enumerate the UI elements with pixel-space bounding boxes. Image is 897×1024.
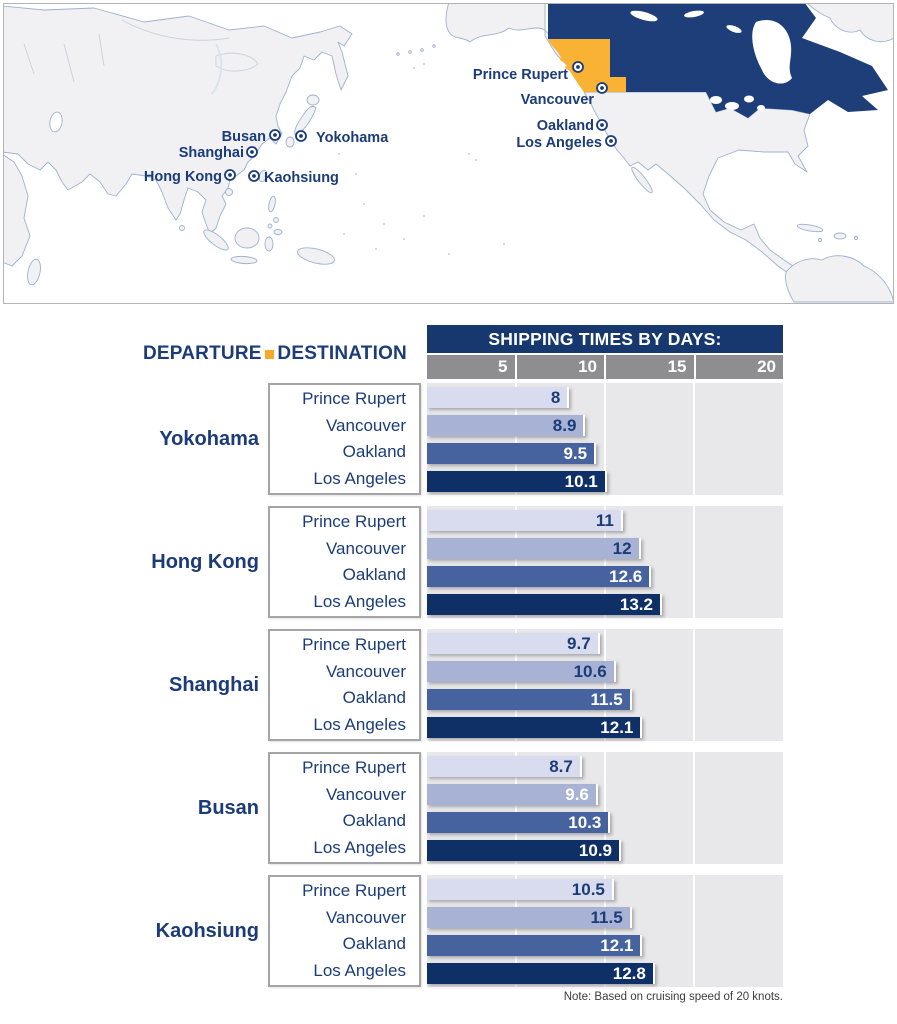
destination-label: Vancouver bbox=[325, 661, 406, 681]
gridline bbox=[693, 752, 695, 864]
philippine-island bbox=[268, 224, 272, 228]
port-dot-icon bbox=[273, 133, 277, 137]
port-dot-icon bbox=[600, 123, 604, 127]
port-dot-icon bbox=[228, 173, 232, 177]
mindanao bbox=[274, 230, 282, 235]
destination-labels-box bbox=[268, 383, 421, 495]
shipping-group-kaohsiung bbox=[0, 875, 897, 987]
bar-value-label: 9.5 bbox=[563, 443, 588, 463]
destination-label: Los Angeles bbox=[313, 468, 406, 488]
bar-value-label: 8.7 bbox=[549, 756, 573, 776]
destination-labels-box bbox=[268, 506, 421, 618]
port-dot-icon bbox=[576, 65, 580, 69]
sri-lanka bbox=[180, 226, 185, 231]
legend-departure-label: DEPARTURE bbox=[143, 343, 262, 364]
bar-value-label: 8.9 bbox=[552, 415, 577, 435]
shipping-bar-hong-kong-vancouver bbox=[427, 538, 641, 560]
aleutian-island bbox=[397, 53, 400, 56]
great-lake bbox=[725, 102, 739, 110]
bar-value-label: 9.7 bbox=[567, 633, 591, 653]
aleutian-island bbox=[409, 51, 412, 54]
destination-label: Oakland bbox=[342, 565, 406, 585]
bar-value-label: 9.6 bbox=[565, 784, 589, 804]
plot-band bbox=[427, 629, 783, 741]
shipping-bar-hong-kong-los-angeles bbox=[427, 594, 662, 616]
legend-destination-label: DESTINATION bbox=[277, 343, 407, 364]
destination-label: Prince Rupert bbox=[302, 881, 406, 901]
bar-value-label: 8 bbox=[550, 387, 561, 407]
plot-band bbox=[427, 875, 783, 987]
port-label: Vancouver bbox=[520, 92, 594, 108]
footnote: Note: Based on cruising speed of 20 knots. bbox=[563, 991, 783, 1003]
destination-label: Vancouver bbox=[325, 538, 406, 558]
destination-labels-box bbox=[268, 875, 421, 987]
hokkaido bbox=[307, 95, 319, 105]
shipping-bar-yokohama-vancouver bbox=[427, 415, 585, 437]
axis-tick: 15 bbox=[604, 355, 694, 379]
port-label: Los Angeles bbox=[516, 135, 602, 151]
port-label: Hong Kong bbox=[143, 169, 222, 185]
port-label: Busan bbox=[221, 129, 266, 145]
philippine-island bbox=[274, 218, 279, 223]
jamaica bbox=[819, 239, 822, 242]
great-lake bbox=[710, 96, 722, 104]
shipping-bar-shanghai-vancouver bbox=[427, 661, 616, 683]
map-svg bbox=[4, 4, 893, 303]
bar-value-label: 11 bbox=[595, 510, 614, 530]
destination-label: Prince Rupert bbox=[302, 512, 406, 532]
departure-label: Hong Kong bbox=[151, 550, 259, 573]
shipping-group-yokohama bbox=[0, 383, 897, 495]
bar-value-label: 12.6 bbox=[609, 566, 643, 586]
bar-value-label: 10.3 bbox=[568, 812, 602, 832]
aleutian-island bbox=[421, 49, 424, 52]
shipping-bar-shanghai-los-angeles bbox=[427, 717, 642, 739]
shipping-bar-hong-kong-oakland bbox=[427, 566, 651, 588]
shipping-bar-shanghai-prince-rupert bbox=[427, 633, 600, 655]
puerto-rico bbox=[855, 237, 858, 240]
port-dot-icon bbox=[252, 174, 256, 178]
destination-label: Los Angeles bbox=[313, 591, 406, 611]
borneo bbox=[235, 228, 259, 248]
destination-label: Los Angeles bbox=[313, 714, 406, 734]
bar-value-label: 10.9 bbox=[578, 840, 613, 860]
destination-label: Los Angeles bbox=[313, 837, 406, 857]
departure-label: Kaohsiung bbox=[155, 919, 259, 942]
gridline bbox=[693, 383, 695, 495]
shipping-bar-hong-kong-prince-rupert bbox=[427, 510, 623, 532]
port-label: Oakland bbox=[536, 118, 594, 134]
departure-label: Shanghai bbox=[168, 673, 259, 696]
port-label: Kaohsiung bbox=[264, 170, 339, 186]
port-dot-icon bbox=[609, 139, 613, 143]
bar-value-label: 12.1 bbox=[600, 717, 634, 737]
port-dot-icon bbox=[600, 86, 604, 90]
destination-label: Prince Rupert bbox=[302, 635, 406, 655]
shipping-bar-shanghai-oakland bbox=[427, 689, 632, 711]
axis-tick: 10 bbox=[515, 355, 605, 379]
shipping-bar-kaohsiung-prince-rupert bbox=[427, 879, 614, 901]
plot-band bbox=[427, 383, 783, 495]
shipping-bar-yokohama-prince-rupert bbox=[427, 387, 569, 409]
destination-labels-box bbox=[268, 752, 421, 864]
gridline bbox=[693, 629, 695, 741]
plot-band bbox=[427, 752, 783, 864]
legend bbox=[143, 342, 407, 366]
destination-label: Vancouver bbox=[325, 907, 406, 927]
port-marker-los-angeles bbox=[516, 135, 616, 151]
destination-label: Vancouver bbox=[325, 784, 406, 804]
great-lake bbox=[757, 105, 765, 111]
destination-label: Oakland bbox=[342, 688, 406, 708]
destination-labels-box bbox=[268, 629, 421, 741]
shipping-group-shanghai bbox=[0, 629, 897, 741]
port-dot-icon bbox=[250, 150, 254, 154]
departure-label: Yokohama bbox=[159, 427, 259, 450]
shipping-bar-yokohama-los-angeles bbox=[427, 471, 607, 493]
port-marker-hong-kong bbox=[144, 169, 235, 185]
pacific-shipping-map bbox=[3, 3, 894, 304]
bar-value-label: 11.5 bbox=[590, 689, 623, 709]
bar-value-label: 12.8 bbox=[612, 963, 646, 983]
axis-tick: 20 bbox=[694, 355, 784, 379]
destination-label: Los Angeles bbox=[313, 960, 406, 980]
destination-label: Oakland bbox=[342, 811, 406, 831]
destination-label: Vancouver bbox=[325, 415, 406, 435]
destination-label: Prince Rupert bbox=[302, 389, 406, 409]
x-axis-strip bbox=[427, 355, 783, 379]
departure-label: Busan bbox=[197, 796, 259, 819]
bar-value-label: 11.5 bbox=[590, 907, 623, 927]
legend-square-icon bbox=[265, 350, 274, 359]
aleutian-island bbox=[433, 45, 436, 48]
gridline bbox=[693, 506, 695, 618]
shipping-bar-yokohama-oakland bbox=[427, 443, 596, 465]
port-dot-icon bbox=[299, 134, 303, 138]
bar-value-label: 12.1 bbox=[600, 935, 634, 955]
destination-label: Oakland bbox=[342, 934, 406, 954]
shipping-bar-kaohsiung-los-angeles bbox=[427, 963, 655, 985]
port-label: Shanghai bbox=[178, 145, 244, 161]
sulawesi bbox=[265, 237, 273, 251]
gridline bbox=[693, 875, 695, 987]
port-label: Prince Rupert bbox=[472, 67, 568, 83]
chart-title: SHIPPING TIMES BY DAYS: bbox=[427, 325, 783, 353]
destination-label: Oakland bbox=[342, 442, 406, 462]
shipping-bar-busan-vancouver bbox=[427, 784, 598, 806]
port-label: Yokohama bbox=[316, 130, 389, 146]
bar-value-label: 10.1 bbox=[564, 471, 598, 491]
bar-value-label: 10.5 bbox=[571, 879, 605, 899]
hispaniola bbox=[834, 233, 846, 239]
shipping-group-busan bbox=[0, 752, 897, 864]
shipping-bar-kaohsiung-oakland bbox=[427, 935, 642, 957]
shipping-group-hong-kong bbox=[0, 506, 897, 618]
shipping-bar-busan-los-angeles bbox=[427, 840, 621, 862]
bar-value-label: 10.6 bbox=[573, 661, 607, 681]
bar-value-label: 13.2 bbox=[619, 594, 653, 614]
hainan bbox=[226, 189, 233, 196]
kyushu bbox=[286, 137, 294, 147]
shipping-bar-busan-oakland bbox=[427, 812, 610, 834]
plot-band bbox=[427, 506, 783, 618]
bar-value-label: 12 bbox=[612, 538, 632, 558]
axis-tick: 5 bbox=[498, 357, 508, 376]
destination-label: Prince Rupert bbox=[302, 758, 406, 778]
shipping-bar-busan-prince-rupert bbox=[427, 756, 582, 778]
shipping-bar-kaohsiung-vancouver bbox=[427, 907, 632, 929]
great-lake bbox=[744, 96, 754, 103]
